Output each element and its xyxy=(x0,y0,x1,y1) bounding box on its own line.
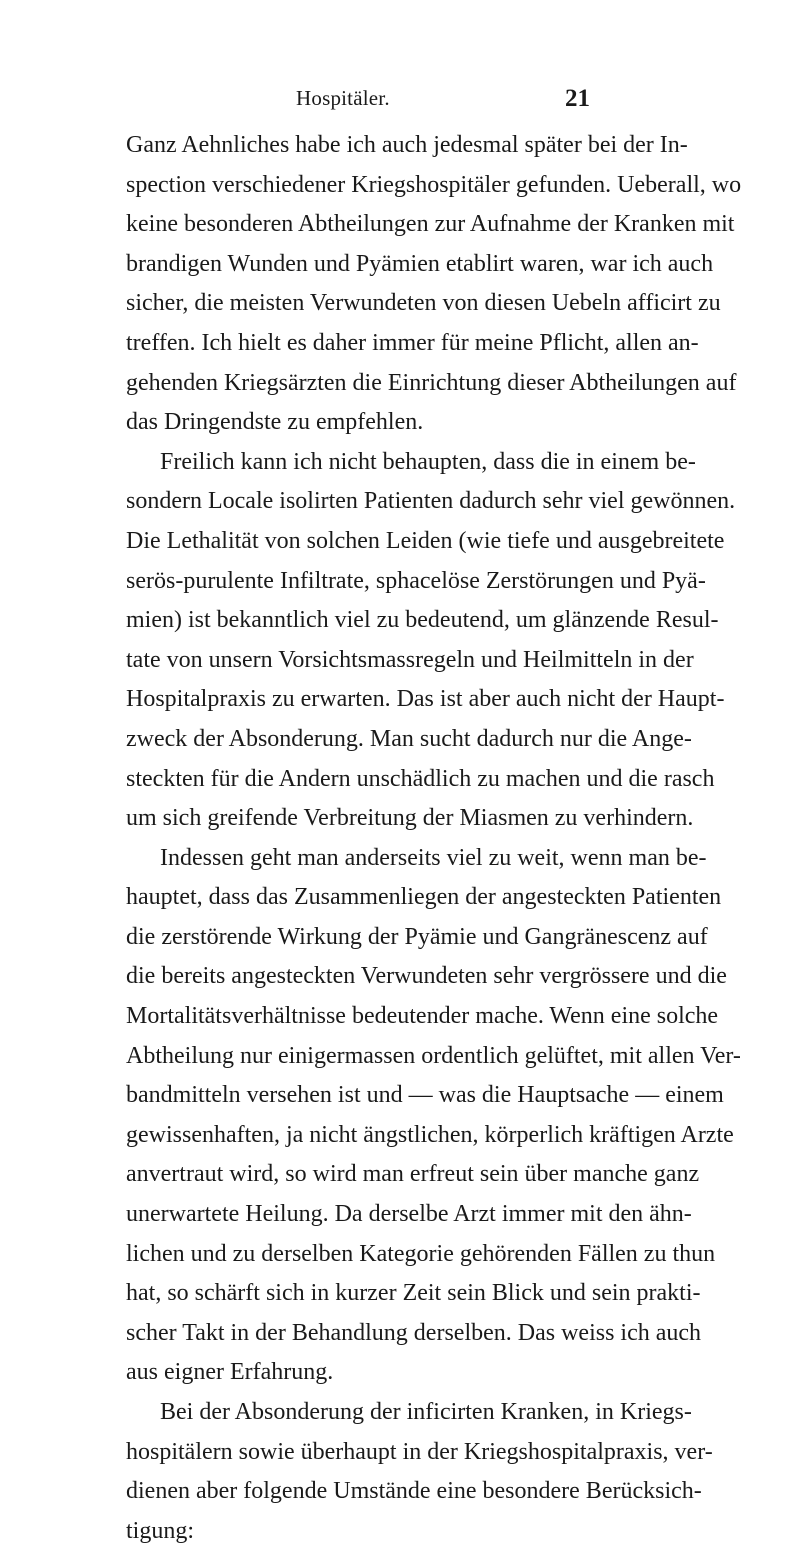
text-line: spection verschiedener Kriegshospitäler gefunden. Ueberall, wo xyxy=(126,171,742,198)
running-head: Hospitäler. xyxy=(296,86,390,110)
text-line: die zerstörende Wirkung der Pyämie und Gangränescenz auf xyxy=(126,923,708,950)
text-line: serös-purulente Infiltrate, sphacelöse Zerstörungen und Pyä- xyxy=(126,567,706,594)
text-line: Indessen geht man anderseits viel zu weit, wenn man be- xyxy=(160,844,707,871)
text-line: lichen und zu derselben Kategorie gehörenden Fällen zu thun xyxy=(126,1240,716,1267)
text-line: Abtheilung nur einigermassen ordentlich gelüftet, mit allen Ver- xyxy=(126,1042,741,1069)
text-line: bandmitteln versehen ist und — was die Hauptsache — einem xyxy=(126,1082,724,1109)
text-line: tigung: xyxy=(126,1517,195,1544)
page-number: 21 xyxy=(565,85,590,112)
text-line: Mortalitätsverhältnisse bedeutender mache. Wenn eine solche xyxy=(126,1003,719,1030)
text-line: das Dringendste zu empfehlen. xyxy=(126,409,424,436)
text-line: aus eigner Erfahrung. xyxy=(126,1359,334,1386)
text-line: hat, so schärft sich in kurzer Zeit sein Blick und sein prakti- xyxy=(126,1280,701,1307)
text-line: zweck der Absonderung. Man sucht dadurch nur die Ange- xyxy=(126,725,692,752)
text-line: hospitälern sowie überhaupt in der Kriegshospitalpraxis, ver- xyxy=(126,1438,713,1465)
text-line: brandigen Wunden und Pyämien etablirt waren, war ich auch xyxy=(126,250,714,277)
text-line: Bei der Absonderung der inficirten Kranken, in Kriegs- xyxy=(160,1399,692,1425)
text-line: Ganz Aehnliches habe ich auch jedesmal später bei der In- xyxy=(126,132,688,158)
text-line: dienen aber folgende Umstände eine besondere Berücksich- xyxy=(126,1478,702,1505)
text-line: scher Takt in der Behandlung derselben. Das weiss ich auch xyxy=(126,1319,702,1346)
text-line: gewissenhaften, ja nicht ängstlichen, körperlich kräftigen Arzte xyxy=(126,1121,734,1148)
text-line: die bereits angesteckten Verwundeten sehr vergrössere und die xyxy=(126,963,727,990)
text-line: anvertraut wird, so wird man erfreut sein über manche ganz xyxy=(126,1161,700,1188)
text-line: tate von unsern Vorsichtsmassregeln und Heilmitteln in der xyxy=(126,646,694,673)
text-line: steckten für die Andern unschädlich zu machen und die rasch xyxy=(126,765,715,792)
text-line: unerwartete Heilung. Da derselbe Arzt immer mit den ähn- xyxy=(126,1201,692,1228)
text-line: keine besonderen Abtheilungen zur Aufnahme der Kranken mit xyxy=(126,211,735,238)
text-line: sondern Locale isolirten Patienten dadurch sehr viel gewönnen. xyxy=(126,488,736,515)
text-line: hauptet, dass das Zusammenliegen der angesteckten Patienten xyxy=(126,884,722,911)
text-line: treffen. Ich hielt es daher immer für meine Pflicht, allen an- xyxy=(126,329,699,356)
text-line: gehenden Kriegsärzten die Einrichtung dieser Abtheilungen auf xyxy=(126,369,737,396)
text-line: mien) ist bekanntlich viel zu bedeutend, um glänzende Resul- xyxy=(126,607,719,634)
text-line: sicher, die meisten Verwundeten von diesen Uebeln afficirt zu xyxy=(126,290,721,317)
body-text xyxy=(126,126,742,1551)
text-line: Freilich kann ich nicht behaupten, dass die in einem be- xyxy=(160,448,696,475)
text-line: Die Lethalität von solchen Leiden (wie tiefe und ausgebreitete xyxy=(126,527,725,554)
text-line: um sich greifende Verbreitung der Miasmen zu verhindern. xyxy=(126,805,694,832)
text-line: Hospitalpraxis zu erwarten. Das ist aber auch nicht der Haupt- xyxy=(126,686,725,713)
page-header xyxy=(0,86,800,126)
